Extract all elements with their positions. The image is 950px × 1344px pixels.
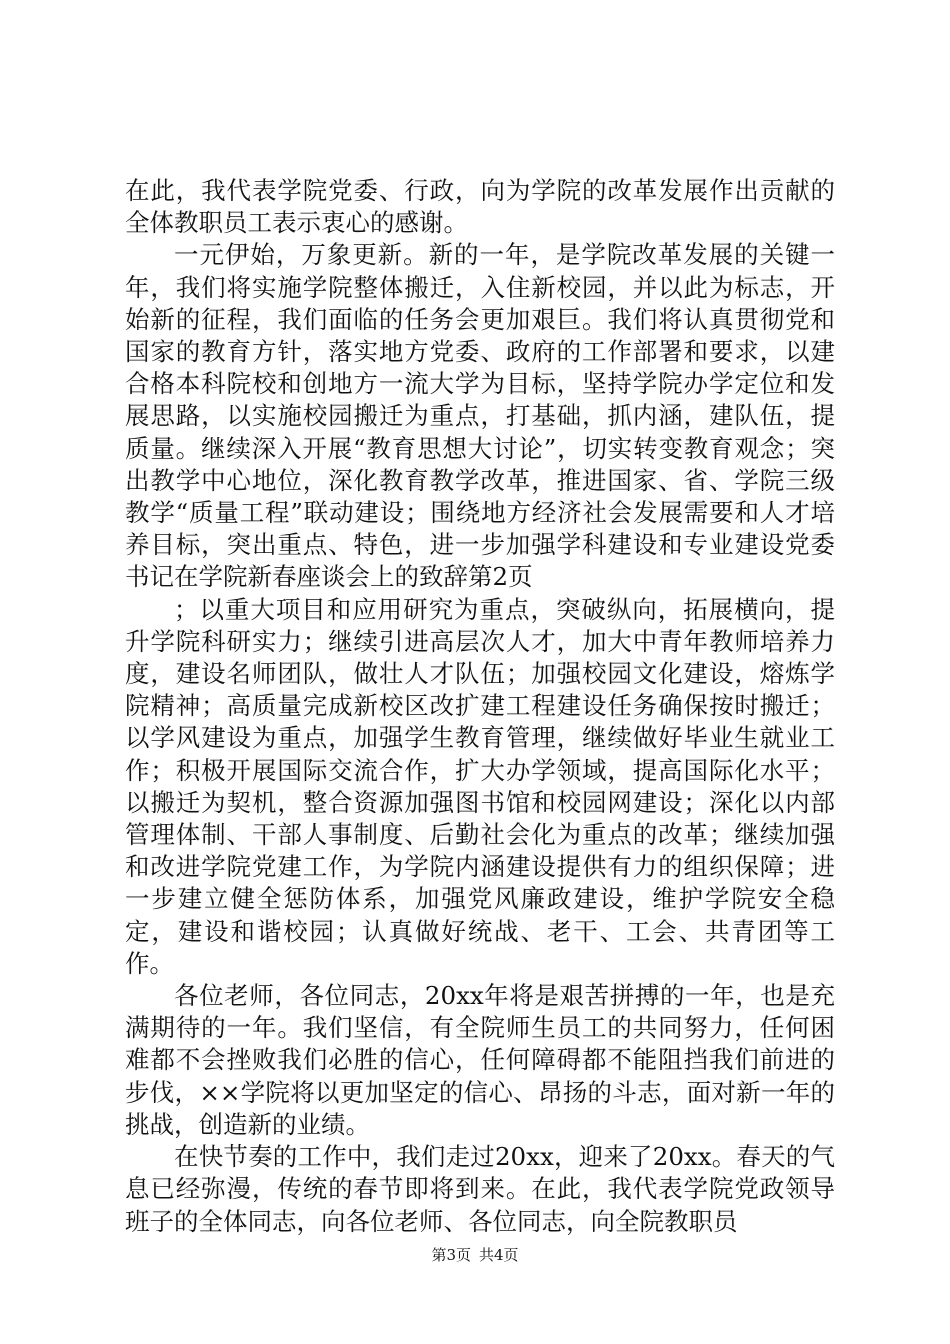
paragraph-3: ；以重大项目和应用研究为重点，突破纵向，拓展横向，提升学院科研实力；继续引进高层次人才，加大中青年教师培养力度，建设名师团队，做壮人才队伍；加强校园文化建设，熔炼学院精神；高质量完成新校区改扩建工程建设任务确保按时搬迁；以学风建设为重点，加强学生教育管理，继续做好毕业生就业工作；积极开展国际交流合作，扩大办学领域，提高国际化水平；以搬迁为契机，整合资源加强图书馆和校园网建设；深化以内部管理体制、干部人事制度、后勤社会化为重点的改革；继续加强和改进学院党建工作，为学院内涵建设提供有力的组织保障；进一步建立健全惩防体系，加强党风廉政建设，维护学院安全稳定，建设和谐校园；认真做好统战、老干、工会、共青团等工作。 [125, 594, 835, 978]
page-total: 共4页 [479, 1246, 519, 1264]
page-number: 第3页 [431, 1246, 471, 1264]
page-footer [0, 1245, 950, 1265]
paragraph-4: 各位老师，各位同志，20xx年将是艰苦拼搏的一年，也是充满期待的一年。我们坚信，有全院师生员工的共同努力，任何困难都不会挫败我们必胜的信心，任何障碍都不能阻挡我们前进的步伐，××学院将以更加坚定的信心、昂扬的斗志，面对新一年的挑战，创造新的业绩。 [125, 981, 835, 1139]
document-body [125, 175, 835, 1238]
paragraph-2: 一元伊始，万象更新。新的一年，是学院改革发展的关键一年，我们将实施学院整体搬迁，入住新校园，并以此为标志，开始新的征程，我们面临的任务会更加艰巨。我们将认真贯彻党和国家的教育方针，落实地方党委、政府的工作部署和要求，以建合格本科院校和创地方一流大学为目标，坚持学院办学定位和发展思路，以实施校园搬迁为重点，打基础，抓内涵，建队伍，提质量。继续深入开展“教育思想大讨论”，切实转变教育观念；突出教学中心地位，深化教育教学改革，推进国家、省、学院三级教学“质量工程”联动建设；围绕地方经济社会发展需要和人才培养目标，突出重点、特色，进一步加强学科建设和专业建设党委书记在学院新春座谈会上的致辞第2页 [125, 240, 835, 592]
paragraph-1: 在此，我代表学院党委、行政，向为学院的改革发展作出贡献的全体教职员工表示衷心的感谢。 [125, 176, 835, 238]
paragraph-5: 在快节奏的工作中，我们走过20xx，迎来了20xx。春天的气息已经弥漫，传统的春节即将到来。在此，我代表学院党政领导班子的全体同志，向各位老师、各位同志，向全院教职员 [125, 1142, 835, 1236]
